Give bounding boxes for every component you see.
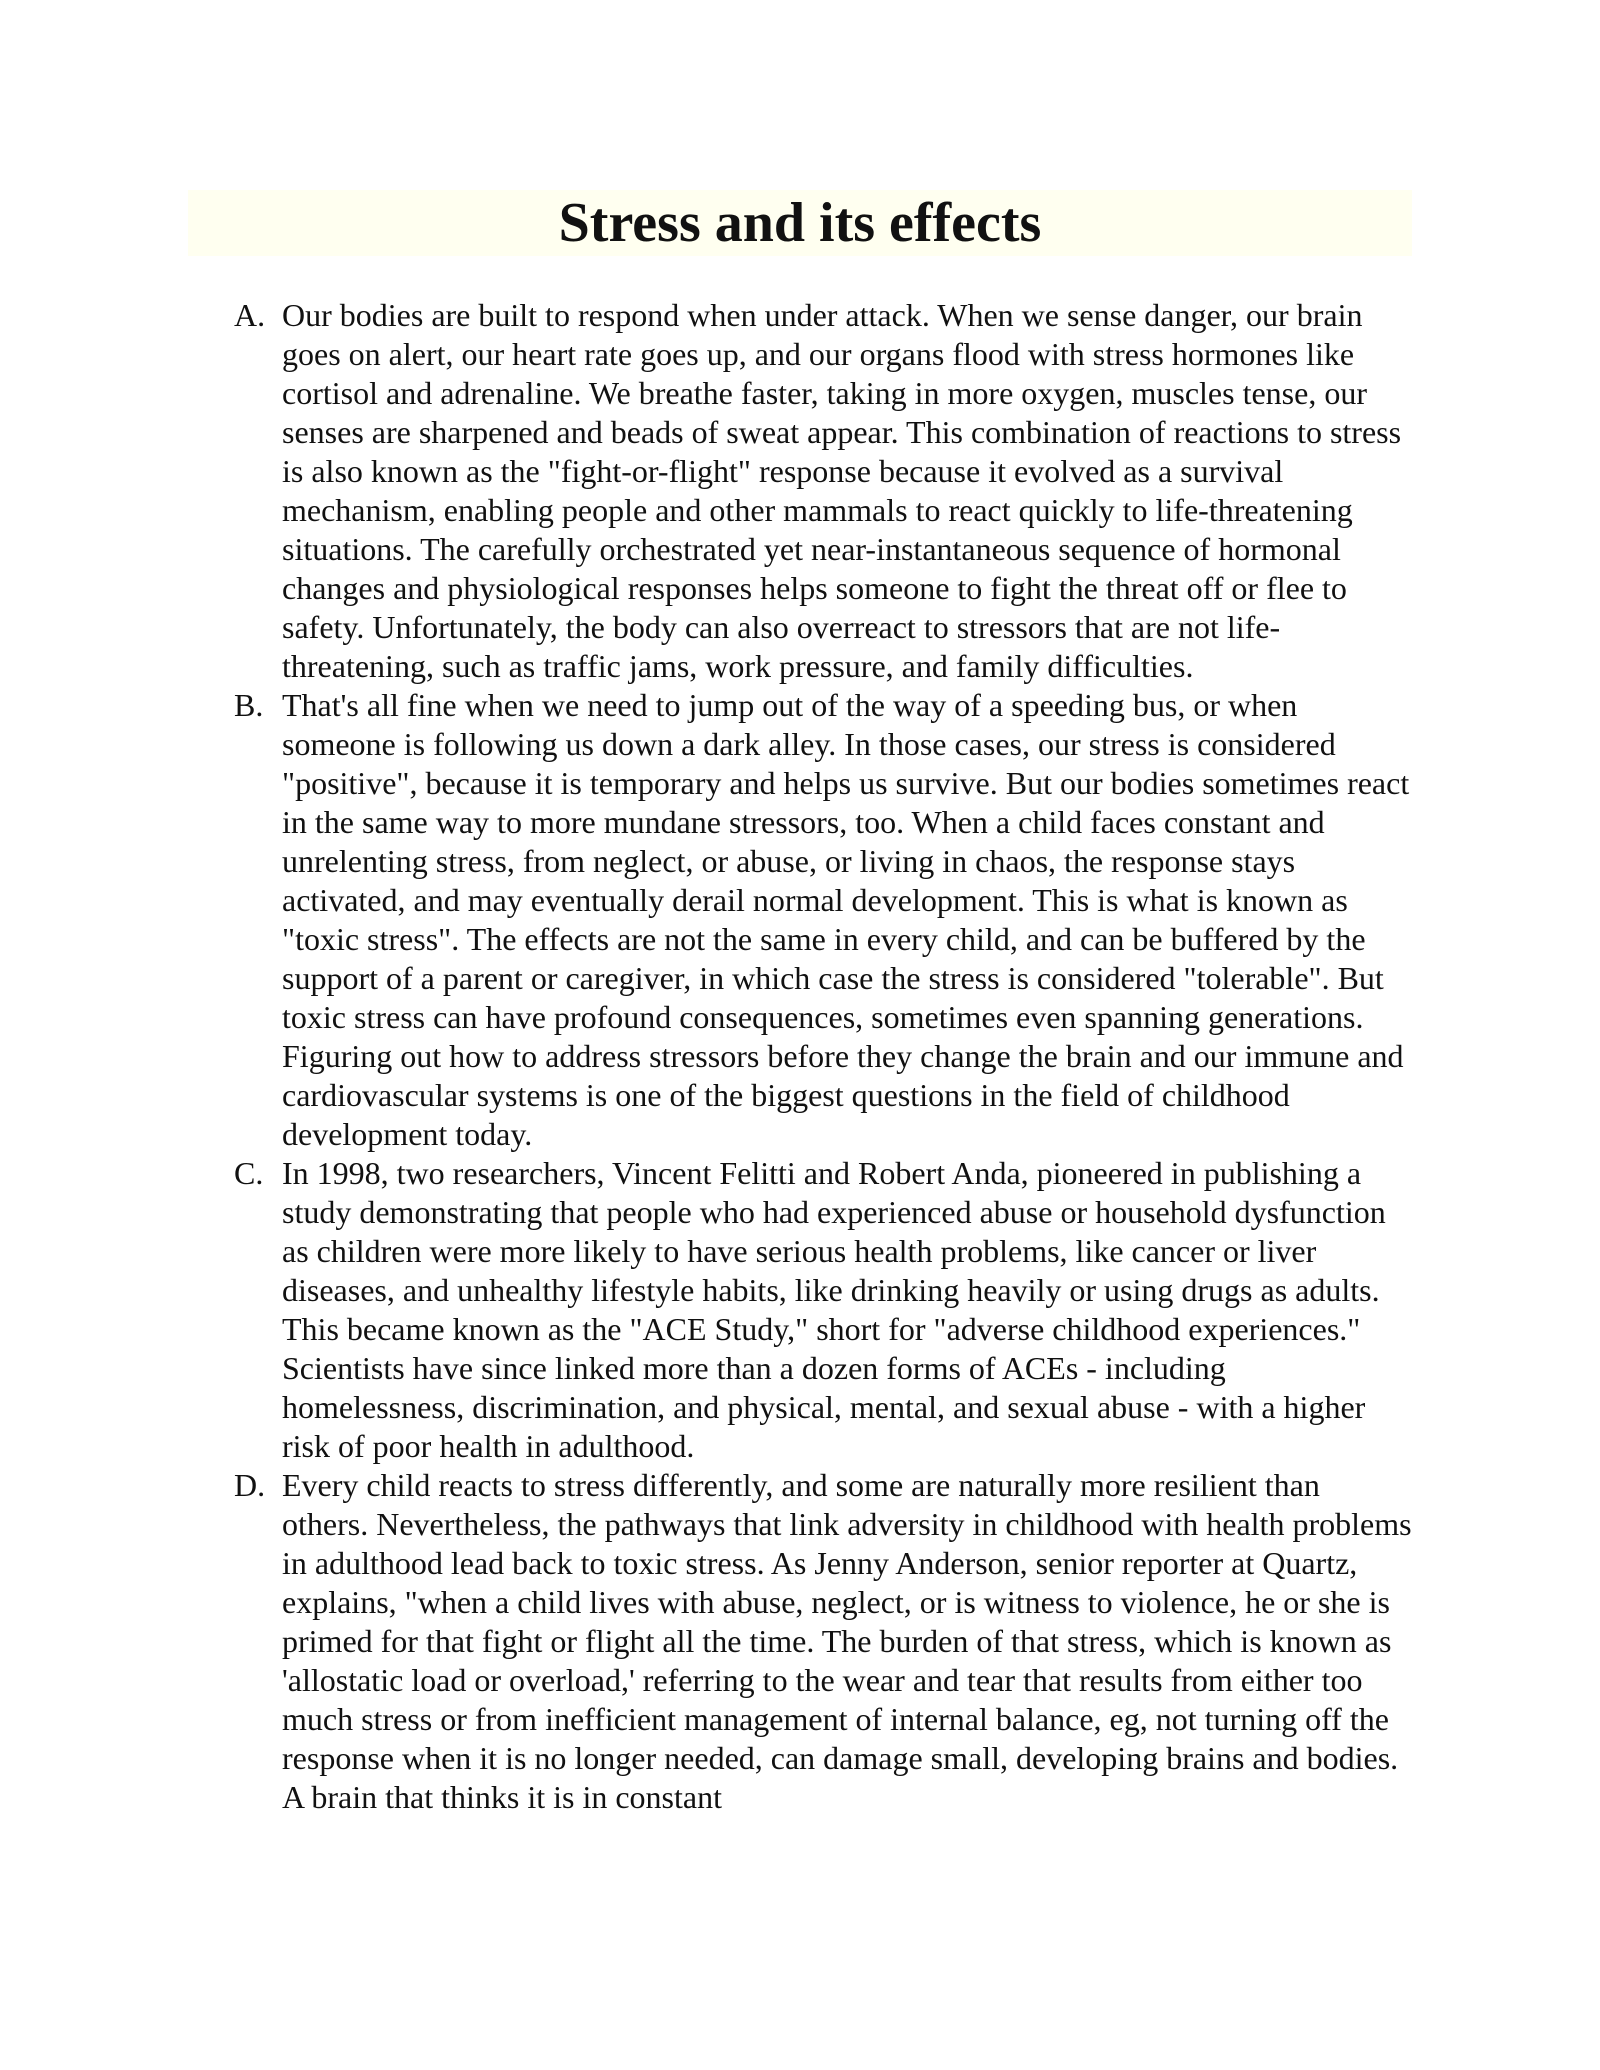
paragraph-text-a: Our bodies are built to respond when under attack. When we sense danger, our brain goes on alert, our heart rate goes up, and our organs flood with stress hormones like cortisol and adrenaline. We breathe faster, taking in more oxygen, muscles tense, our senses are sharpened and beads of sweat appear. This combination of reactions to stress is also known as the "fight-or-flight" response because it evolved as a survival mechanism, enabling people and other mammals to react quickly to life-threatening situations. The carefully orchestrated yet near-instantaneous sequence of hormonal changes and physiological responses helps someone to fight the threat off or flee to safety. Unfortunately, the body can also overreact to stressors that are not life-threatening, such as traffic jams, work pressure, and family difficulties.: [282, 297, 1402, 684]
paragraph-c: [0, 1154, 1414, 1466]
document-title: Stress and its effects: [558, 192, 1042, 254]
paragraph-marker-d: D.: [234, 1467, 266, 1503]
paragraph-list: [0, 296, 1600, 1817]
paragraph-marker-c: C.: [234, 1155, 264, 1191]
paragraph-text-b: That's all fine when we need to jump out of the way of a speeding bus, or when someone is following us down a dark alley. In those cases, our stress is considered "positive", because it is temporary and helps us survive. But our bodies sometimes react in the same way to more mundane stressors, too. When a child faces constant and unrelenting stress, from neglect, or abuse, or living in chaos, the response stays activated, and may eventually derail normal development. This is what is known as "toxic stress". The effects are not the same in every child, and can be buffered by the support of a parent or caregiver, in which case the stress is considered "tolerable". But toxic stress can have profound consequences, sometimes even spanning generations. Figuring out how to address stressors before they change the brain and our immune and cardiovascular systems is one of the biggest questions in the field of childhood development today.: [282, 687, 1410, 1152]
paragraph-d: [0, 1466, 1414, 1817]
paragraph-b: [0, 686, 1414, 1154]
paragraph-marker-b: B.: [234, 687, 264, 723]
title-band: [188, 190, 1412, 256]
paragraph-text-d: Every child reacts to stress differently, and some are naturally more resilient than others. Nevertheless, the pathways that link adversity in childhood with health problems in adulthood lead back to toxic stress. As Jenny Anderson, senior reporter at Quartz, explains, "when a child lives with abuse, neglect, or is witness to violence, he or she is primed for that fight or flight all the time. The burden of that stress, which is known as 'allostatic load or overload,' referring to the wear and tear that results from either too much stress or from inefficient management of internal balance, eg, not turning off the response when it is no longer needed, can damage small, developing brains and bodies. A brain that thinks it is in constant: [282, 1467, 1412, 1815]
paragraph-text-c: In 1998, two researchers, Vincent Felitti and Robert Anda, pioneered in publishing a study demonstrating that people who had experienced abuse or household dysfunction as children were more likely to have serious health problems, like cancer or liver diseases, and unhealthy lifestyle habits, like drinking heavily or using drugs as adults. This became known as the "ACE Study," short for "adverse childhood experiences." Scientists have since linked more than a dozen forms of ACEs - including homelessness, discrimination, and physical, mental, and sexual abuse - with a higher risk of poor health in adulthood.: [282, 1155, 1386, 1464]
paragraph-a: [0, 296, 1414, 686]
paragraph-marker-a: A.: [234, 297, 266, 333]
